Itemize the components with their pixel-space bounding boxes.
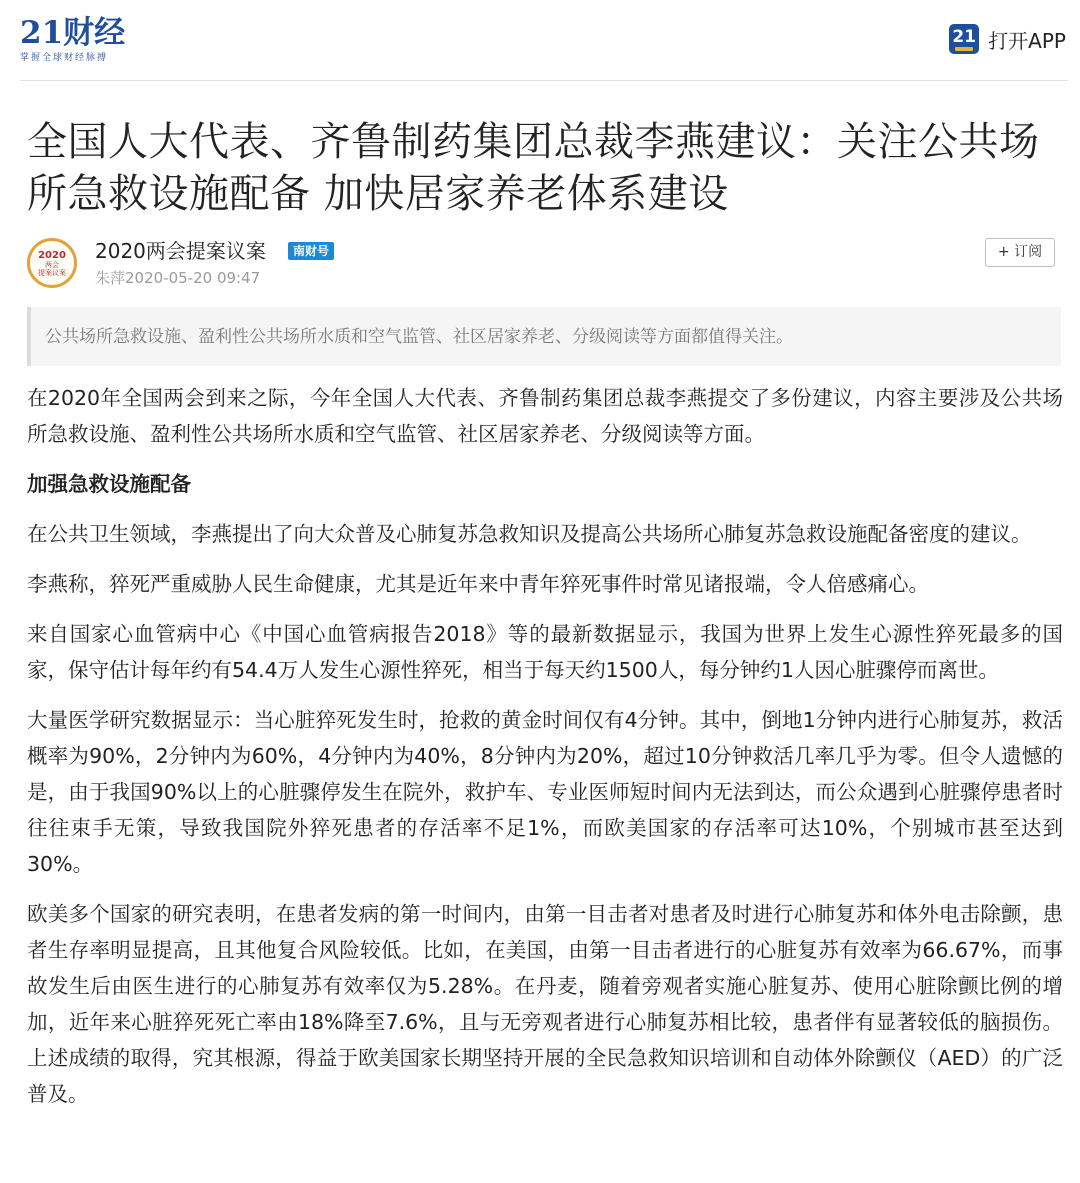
subscribe-button[interactable]: + 订阅 xyxy=(985,238,1055,267)
top-bar xyxy=(0,0,1080,82)
author-badge: 南财号 xyxy=(288,242,334,260)
open-app-button[interactable] xyxy=(949,24,1066,54)
open-app-label: 打开APP xyxy=(988,28,1066,53)
author-avatar[interactable]: 2020 两会 提案议案 xyxy=(27,238,77,288)
author-row xyxy=(27,236,1067,292)
article-meta: 朱萍2020-05-20 09:47 xyxy=(95,269,261,287)
paragraph: 大量医学研究数据显示：当心脏猝死发生时，抢救的黄金时间仅有4分钟。其中，倒地1分钟内进行心肺复苏，救活概率为90%，2分钟内为60%，4分钟内为40%，8分钟内为20%，超过10分钟救活几率几乎为零。但令人遗憾的是，由于我国90%以上的心脏骤停发生在院外，救护车、专业医师短时间内无法到达，而公众遇到心脏骤停患者时往往束手无策，导致我国院外猝死患者的存活率不足1%，而欧美国家的存活率可达10%，个别城市甚至达到30%。 xyxy=(27,708,1063,876)
site-logo[interactable] xyxy=(20,14,125,63)
logo-main-text: 21财经 xyxy=(20,15,126,51)
section-heading: 加强急救设施配备 xyxy=(27,472,191,496)
paragraph: 李燕称，猝死严重威胁人民生命健康，尤其是近年来中青年猝死事件时常见诸报端，令人倍感痛心。 xyxy=(27,572,929,596)
paragraph: 欧美多个国家的研究表明，在患者发病的第一时间内，由第一目击者对患者及时进行心肺复苏和体外电击除颤，患者生存率明显提高，且其他复合风险较低。比如，在美国，由第一目击者进行的心脏复苏有效率为66.67%，而事故发生后由医生进行的心肺复苏有效率仅为5.28%。在丹麦，随着旁观者实施心脏复苏、使用心脏除颤比例的增加，近年来心脏猝死死亡率由18%降至7.6%，且与无旁观者进行心肺复苏相比较，患者伴有显著较低的脑损伤。上述成绩的取得，究其根源，得益于欧美国家长期坚持开展的全民急救知识培训和自动体外除颤仪（AED）的广泛普及。 xyxy=(27,902,1063,1106)
article-summary xyxy=(27,307,1061,366)
summary-text: 公共场所急救设施、盈利性公共场所水质和空气监管、社区居家养老、分级阅读等方面都值得关注。 xyxy=(45,326,793,347)
paragraph: 来自国家心血管病中心《中国心血管病报告2018》等的最新数据显示，我国为世界上发生心源性猝死最多的国家，保守估计每年约有54.4万人发生心源性猝死，相当于每天约1500人，每分钟约1人因心脏骤停而离世。 xyxy=(27,622,1063,682)
intro-paragraph: 在2020年全国两会到来之际，今年全国人大代表、齐鲁制药集团总裁李燕提交了多份建议，内容主要涉及公共场所急救设施、盈利性公共场所水质和空气监管、社区居家养老、分级阅读等方面。 xyxy=(27,386,1063,446)
paragraph: 在公共卫生领域，李燕提出了向大众普及心肺复苏急救知识及提高公共场所心肺复苏急救设施配备密度的建议。 xyxy=(27,522,1032,546)
logo-slogan: 掌握全球财经脉搏 xyxy=(20,53,109,63)
author-name[interactable]: 2020两会提案议案 xyxy=(95,239,266,263)
header-divider xyxy=(20,80,1068,81)
article-title: 全国人大代表、齐鲁制药集团总裁李燕建议：关注公共场所急救设施配备 加快居家养老体系建设 xyxy=(27,119,1040,217)
article-body xyxy=(27,380,1063,1126)
app-logo-icon: 21 xyxy=(949,24,979,54)
